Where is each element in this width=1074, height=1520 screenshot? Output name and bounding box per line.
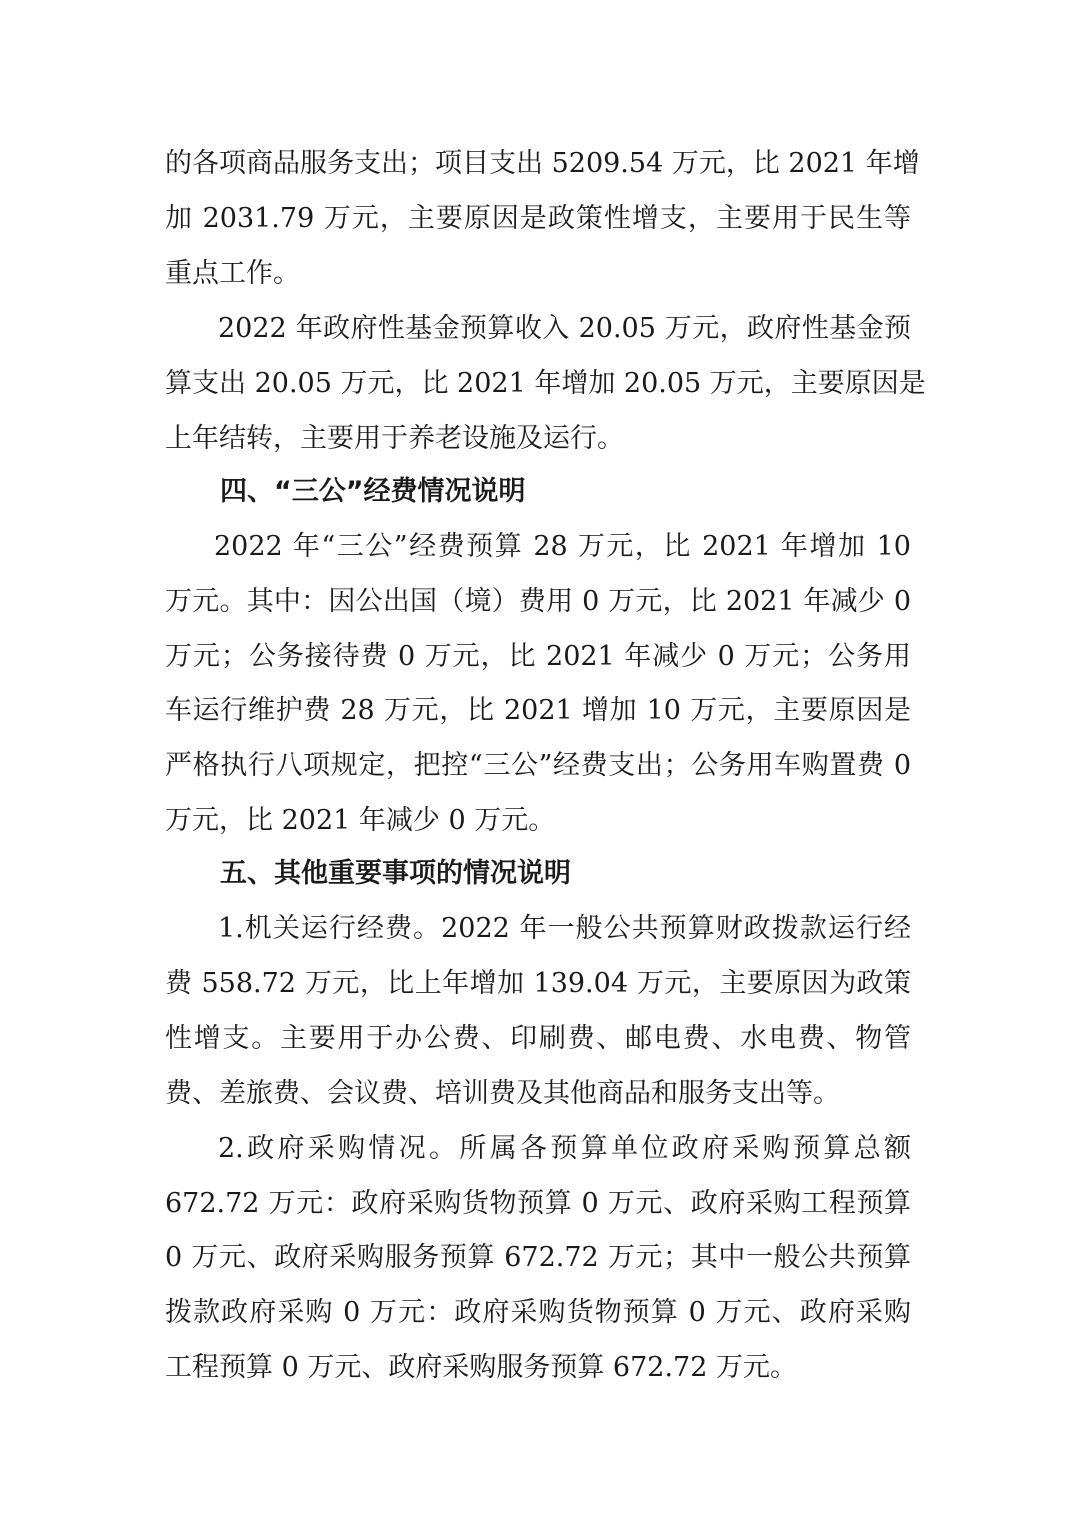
paragraph-line: 费、差旅费、会议费、培训费及其他商品和服务支出等。 bbox=[165, 1078, 840, 1109]
paragraph-line: 2022 年“三公”经费预算 28 万元，比 2021 年增加 10 bbox=[214, 531, 911, 562]
paragraph-line: 上年结转，主要用于养老设施及运行。 bbox=[165, 423, 624, 454]
paragraph-line: 0 万元、政府采购服务预算 672.72 万元；其中一般公共预算 bbox=[165, 1242, 911, 1273]
paragraph-line: 严格执行八项规定，把控“三公”经费支出；公务用车购置费 0 bbox=[165, 750, 911, 781]
paragraph-line: 2.政府采购情况。所属各预算单位政府采购预算总额 bbox=[218, 1133, 911, 1164]
paragraph-line: 工程预算 0 万元、政府采购服务预算 672.72 万元。 bbox=[165, 1352, 797, 1383]
paragraph-line: 万元。其中：因公出国（境）费用 0 万元，比 2021 年减少 0 bbox=[165, 586, 911, 617]
paragraph-line: 1.机关运行经费。2022 年一般公共预算财政拨款运行经 bbox=[218, 913, 911, 944]
paragraph-line: 万元，比 2021 年减少 0 万元。 bbox=[165, 805, 556, 836]
paragraph-line: 2022 年政府性基金预算收入 20.05 万元，政府性基金预 bbox=[218, 313, 911, 344]
section-heading-five: 五、其他重要事项的情况说明 bbox=[220, 858, 571, 889]
paragraph-line: 加 2031.79 万元，主要原因是政策性增支，主要用于民生等 bbox=[165, 203, 911, 234]
paragraph-line: 拨款政府采购 0 万元：政府采购货物预算 0 万元、政府采购 bbox=[165, 1297, 911, 1328]
paragraph-line: 性增支。主要用于办公费、印刷费、邮电费、水电费、物管 bbox=[165, 1023, 911, 1054]
paragraph-line: 672.72 万元：政府采购货物预算 0 万元、政府采购工程预算 bbox=[165, 1188, 911, 1219]
paragraph-line: 费 558.72 万元，比上年增加 139.04 万元，主要原因为政策 bbox=[165, 968, 911, 999]
section-heading-four: 四、“三公”经费情况说明 bbox=[220, 476, 526, 507]
paragraph-line: 万元；公务接待费 0 万元，比 2021 年减少 0 万元；公务用 bbox=[165, 641, 911, 672]
paragraph-line: 的各项商品服务支出；项目支出 5209.54 万元，比 2021 年增 bbox=[165, 148, 920, 179]
paragraph-line: 算支出 20.05 万元，比 2021 年增加 20.05 万元，主要原因是 bbox=[165, 368, 926, 399]
paragraph-line: 重点工作。 bbox=[165, 258, 300, 289]
paragraph-line: 车运行维护费 28 万元，比 2021 增加 10 万元，主要原因是 bbox=[165, 695, 911, 726]
